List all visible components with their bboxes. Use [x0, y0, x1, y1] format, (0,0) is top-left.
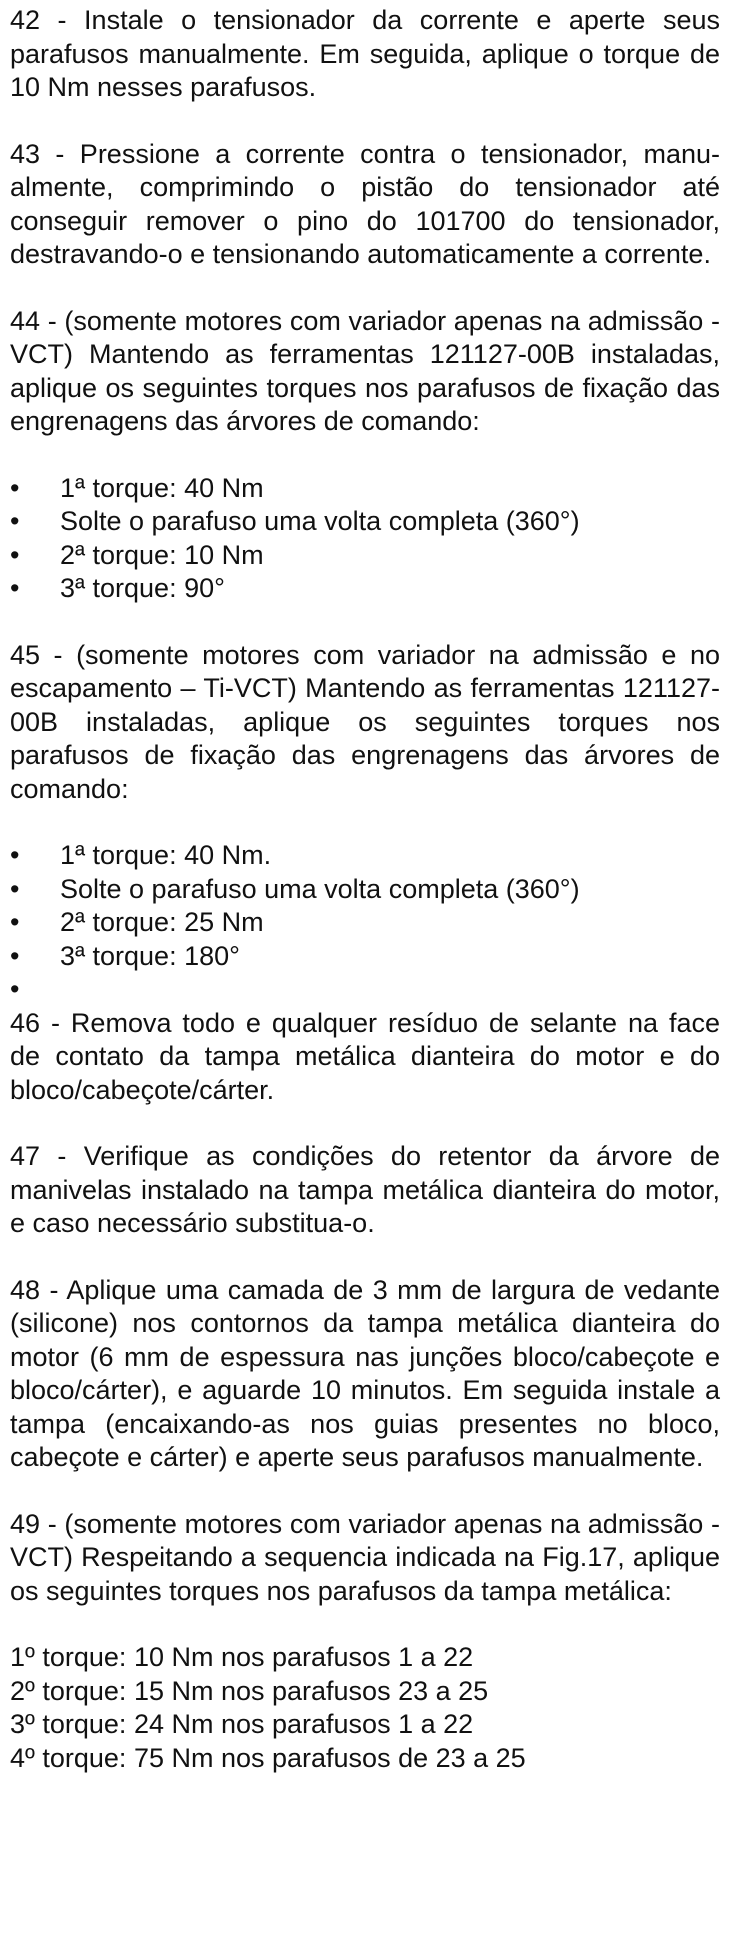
step-45-torque-list [10, 839, 720, 1007]
step-44-paragraph: 44 - (somente motores com variador apenas na admissão - VCT) Mantendo as ferramentas 121127-00B instaladas, aplique os seguintes torques nos parafusos de fixação das engrenagens das árvores de comando: [10, 305, 720, 436]
torque-line: 3º torque: 24 Nm nos parafusos 1 a 22 [10, 1709, 474, 1739]
step-44-torque-list [10, 472, 720, 606]
torque-line: 1º torque: 10 Nm nos parafusos 1 a 22 [10, 1642, 474, 1672]
list-item: • 3ª torque: 90° [10, 572, 720, 606]
list-item: • Solte o parafuso uma volta completa (360°) [10, 505, 720, 539]
list-item: • 3ª torque: 180° [10, 940, 720, 974]
list-item: • 2ª torque: 10 Nm [10, 539, 720, 573]
list-item: • 1ª torque: 40 Nm. [10, 839, 720, 873]
step-43-paragraph: 43 - Pressione a corrente contra o tensionador, manualmente, comprimindo o pistão do tensionador até conseguir remover o pino do 101700 do tensionador, destravando-o e tensionando automaticamente a corrente. [10, 138, 720, 269]
list-item: • Solte o parafuso uma volta completa (360°) [10, 873, 720, 907]
step-47-paragraph: 47 - Verifique as condições do retentor da árvore de manivelas instalado na tampa metálica dianteira do motor, e caso necessário substitua-o. [10, 1141, 720, 1238]
step-46-paragraph: 46 - Remova todo e qualquer resíduo de selante na face de contato da tampa metálica dianteira do motor e do bloco/cabeçote/cárter. [10, 1007, 720, 1105]
step-42-paragraph: 42 - Instale o tensionador da corrente e aperte seus parafusos manualmente. Em seguida, aplique o torque de 10 Nm nesses parafusos. [10, 5, 720, 102]
step-49-paragraph: 49 - (somente motores com variador apenas na admissão - VCT) Respeitando a sequencia indicada na Fig.17, aplique os seguintes torques nos parafusos da tampa metálica: [10, 1508, 720, 1606]
torque-line: 4º torque: 75 Nm nos parafusos de 23 a 25 [10, 1742, 526, 1773]
step-48-paragraph: 48 - Aplique uma camada de 3 mm de largura de vedante (silicone) nos contornos da tampa metálica dianteira do motor (6 mm de espessura nas junções bloco/cabeçote e bloco/cárter), e aguarde 10 minutos. Em seguida instale a tampa (encaixando-as nos guias presentes no bloco, cabeçote e cárter) e aperte seus parafusos manualmente. [10, 1274, 720, 1472]
list-item: • 1ª torque: 40 Nm [10, 472, 720, 506]
step-45-paragraph: 45 - (somente motores com variador na admissão e no escapamento – Ti-VCT) Mantendo as ferramentas 121127-00B instaladas, aplique os seguintes torques nos parafusos de fixação das engrenagens das árvores de comando: [10, 639, 720, 804]
torque-line: 2º torque: 15 Nm nos parafusos 23 a 25 [10, 1675, 489, 1706]
list-item-empty [10, 973, 720, 1007]
step-49-torque-lines [10, 1641, 720, 1775]
list-item: • 2ª torque: 25 Nm [10, 906, 720, 940]
